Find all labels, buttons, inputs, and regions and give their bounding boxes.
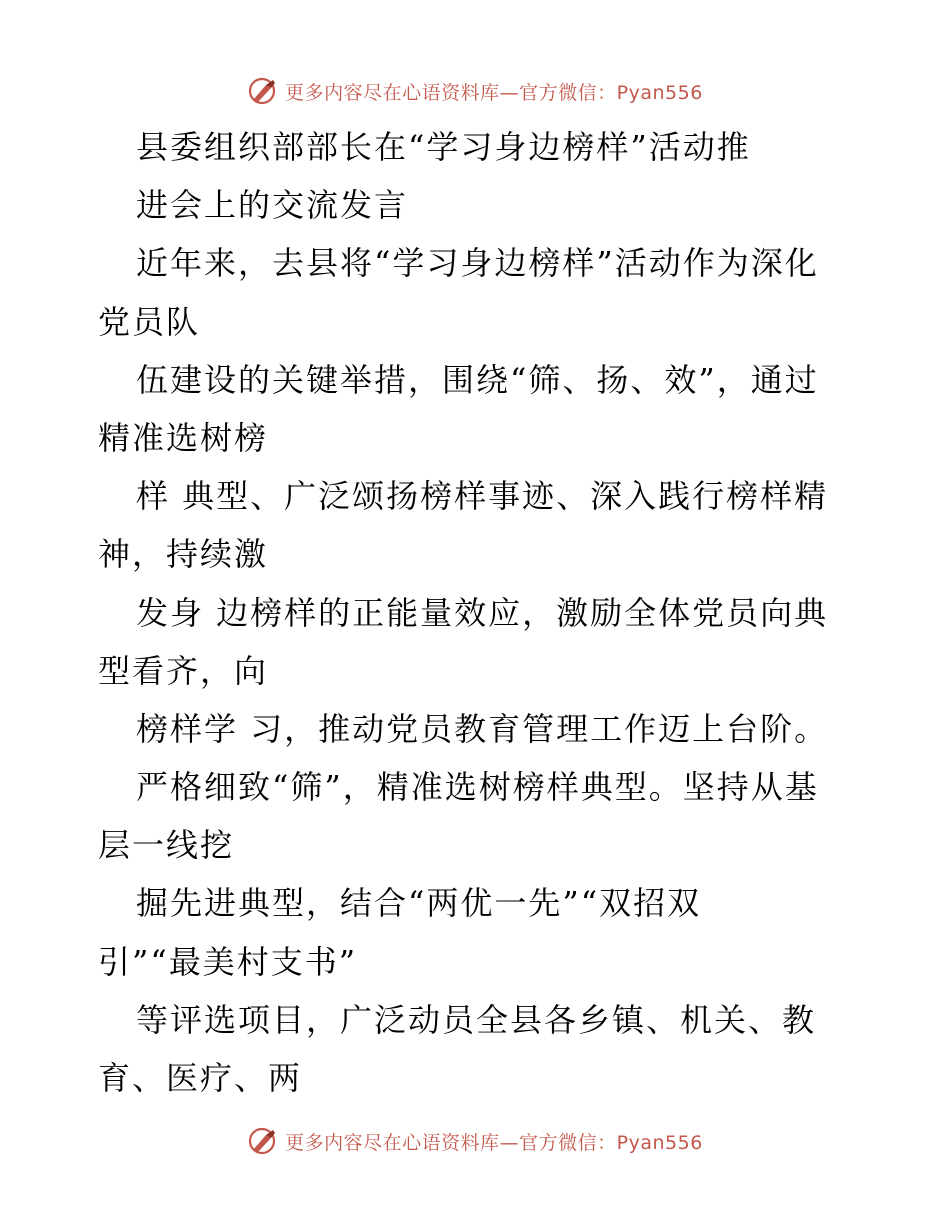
text-line: 育、医疗、两 — [98, 1059, 303, 1097]
text-line: 县委组织部部长在“学习身边榜样”活动推 — [136, 128, 751, 166]
text-line: 发身 边榜样的正能量效应，激励全体党员向典 — [136, 593, 829, 632]
text-line: 神，持续激 — [98, 535, 269, 574]
pen-nib-icon — [247, 1126, 279, 1156]
text-line: 近年来，去县将“学习身边榜样”活动作为深化 — [136, 244, 819, 283]
text-line: 党员队 — [98, 302, 201, 341]
watermark-text: 更多内容尽在心语资料库—官方微信：Pyan556 — [285, 1131, 703, 1154]
text-line: 掘先进典型，结合“两优一先”“双招双 — [136, 884, 702, 923]
text-line: 等评选项目，广泛动员全县各乡镇、机关、教 — [136, 1000, 817, 1039]
watermark-text: 更多内容尽在心语资料库—官方微信：Pyan556 — [285, 81, 703, 104]
text-line: 伍建设的关键举措，围绕“筛、扬、效”，通过 — [136, 360, 819, 399]
text-line: 精准选树榜 — [98, 418, 269, 457]
text-line: 型看齐，向 — [98, 651, 269, 690]
text-line: 进会上的交流发言 — [136, 186, 409, 225]
text-line: 榜样学 习，推动党员教育管理工作迈上台阶。 — [136, 709, 829, 748]
text-line: 层一线挖 — [98, 826, 235, 865]
header-watermark — [0, 76, 950, 106]
pen-nib-icon — [247, 76, 279, 106]
text-line: 严格细致“筛”，精准选树榜样典型。坚持从基 — [136, 768, 819, 807]
text-line: 引”“最美村支书” — [98, 942, 358, 981]
text-line: 样 典型、广泛颂扬榜样事迹、深入践行榜样精 — [136, 477, 829, 516]
footer-watermark — [0, 1126, 950, 1156]
document-body — [98, 118, 858, 1107]
